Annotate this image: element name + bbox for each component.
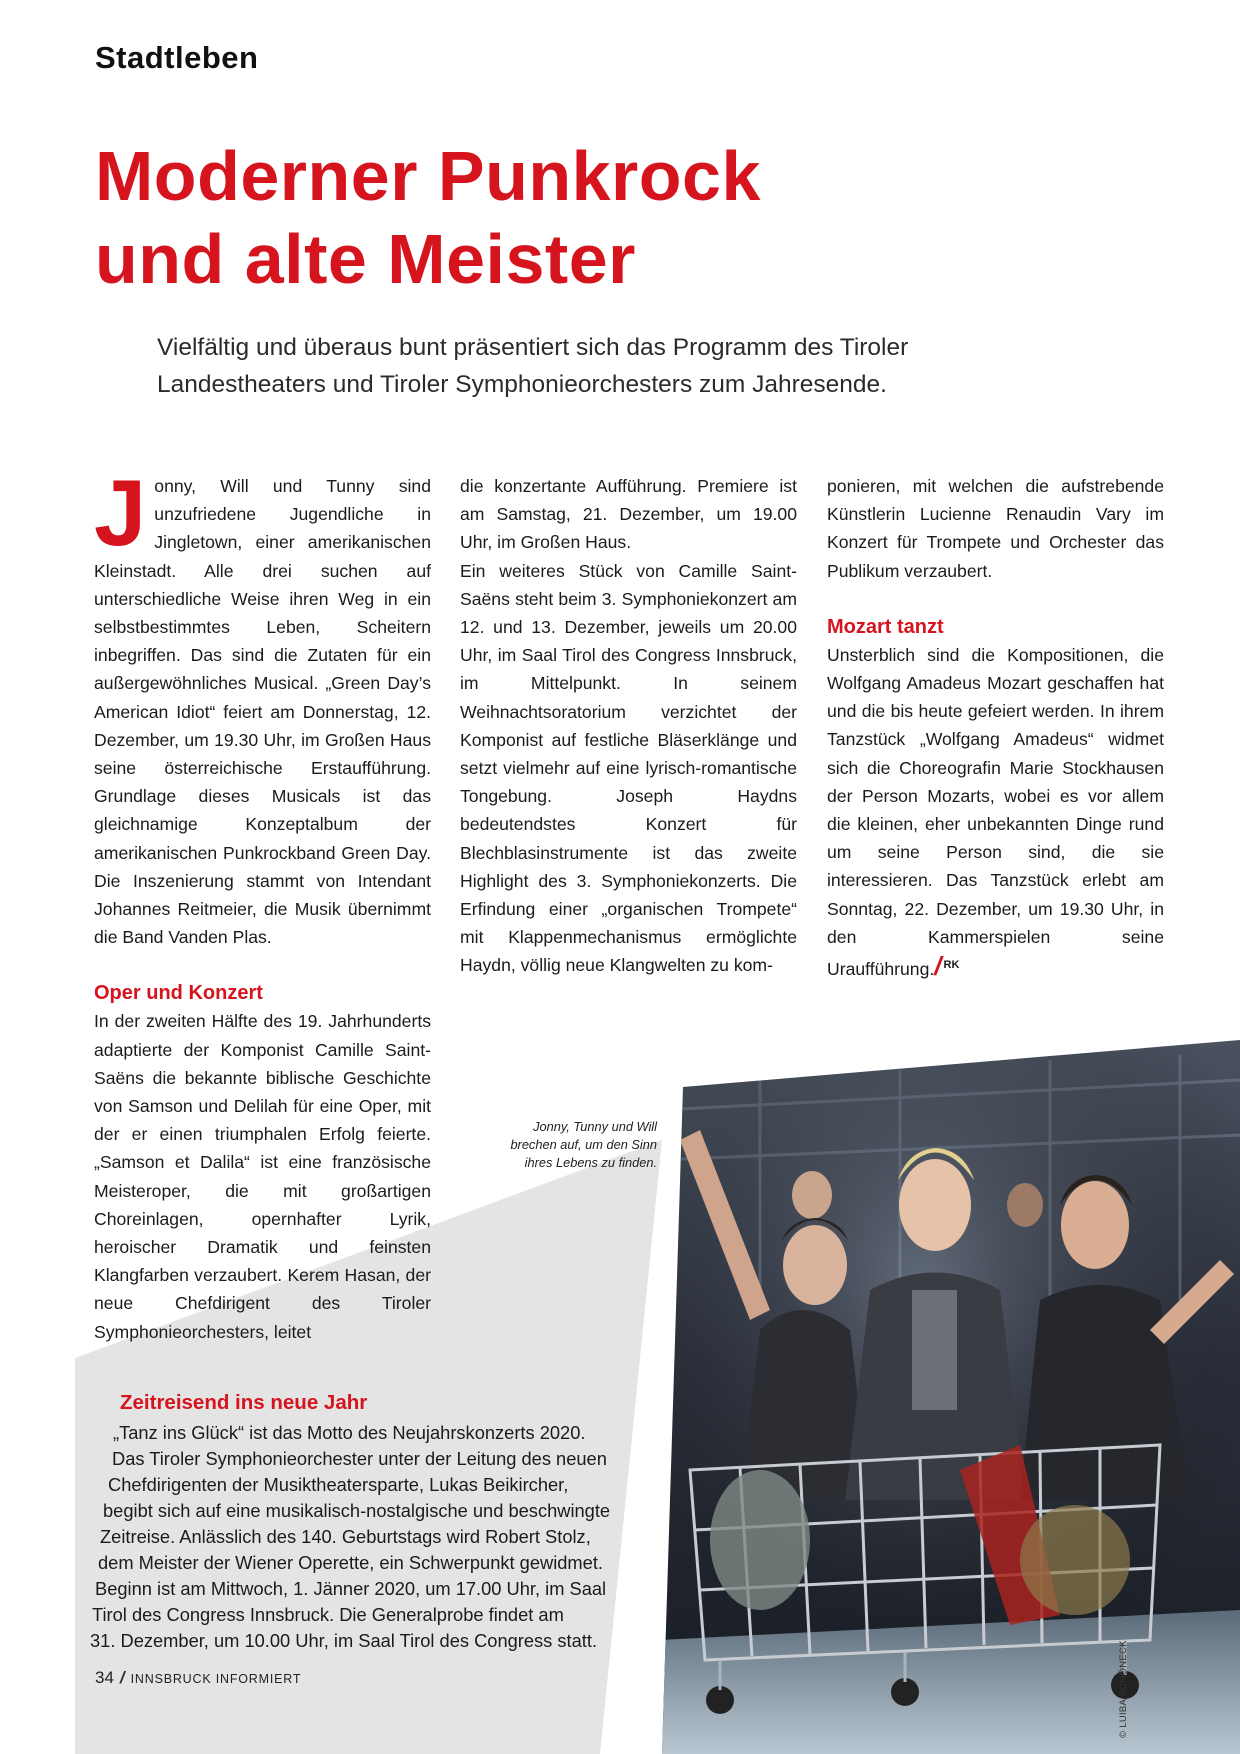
sidebox-line: Tirol des Congress Innsbruck. Die Generalprobe findet am	[92, 1604, 564, 1625]
caption-line: Jonny, Tunny und Will	[533, 1119, 657, 1134]
sidebox-line: Zeitreise. Anlässlich des 140. Geburtstags wird Robert Stolz,	[100, 1526, 591, 1547]
page-footer	[95, 1668, 301, 1688]
section-label: Stadtleben	[95, 40, 259, 75]
intro-paragraph	[94, 460, 431, 951]
symphoniekonzert-paragraph: Ein weiteres Stück von Camille Saint-Saëns steht beim 3. Symphoniekonzert am 12. und 13. Dezember, jeweils um 20.00 Uhr, im Saal Tirol des Congress Innsbruck, im Mittelpunkt. In seinem Weihnachtsoratorium verzichtet der Komponist auf festliche Bläserklänge und setzt vielmehr auf eine lyrisch-romantische Tongebung. Joseph Haydns bedeutendstes Konzert für Blechblasinstrumente ist das zweite Highlight des 3. Symphoniekonzerts. Die Erfindung einer „organischen Trompete“ mit Klappenmechanismus ermöglichte Haydn, völlig neue Klangwelten zu kom-	[460, 560, 797, 976]
sidebox-line: begibt sich auf eine musikalisch-nostalgische und beschwingte	[103, 1500, 611, 1521]
end-mark-icon: /	[934, 950, 942, 981]
premiere-paragraph: die konzertante Aufführung. Premiere ist am Samstag, 21. Dezember, um 19.00 Uhr, im Großen Haus.	[460, 476, 797, 553]
trompete-paragraph: ponieren, mit welchen die aufstrebende Künstlerin Lucienne Renaudin Vary im Konzert für Trompete und Orchester das Publikum verzaubert.	[827, 476, 1164, 581]
headline-line-2: und alte Meister	[95, 219, 636, 298]
lead-paragraph: Vielfältig und überaus bunt präsentiert sich das Programm des Tiroler Landestheaters und Tiroler Symphonieorchesters zum Jahresende.	[157, 334, 909, 398]
article-column-2	[460, 472, 797, 980]
headline-line-1: Moderner Punkrock	[95, 137, 761, 215]
author-signature: RK	[943, 959, 960, 972]
sidebox-title: Zeitreisend ins neue Jahr	[120, 1391, 368, 1414]
article-column-1	[94, 460, 431, 1346]
oper-paragraph: In der zweiten Hälfte des 19. Jahrhunderts adaptierte der Komponist Camille Saint-Saëns die bekannte biblische Geschichte von Samson und Delilah für eine Oper, mit der er einen triumphalen Erfolg feierte. „Samson et Dalila“ ist eine französische Meisteroper, die mit großartigen Choreinlagen, opernhafter Lyrik, heroischer Dramatik und feinsten Klangfarben verzaubert. Kerem Hasan, der neue Chefdirigent des Tiroler Symphonieorchesters, leitet	[94, 1011, 431, 1342]
footer-slash-icon: /	[119, 1668, 125, 1687]
photo-caption	[485, 1118, 657, 1172]
article-column-3	[827, 472, 1164, 983]
page-number: 34	[95, 1668, 114, 1687]
subhead-mozart-tanzt: Mozart tanzt	[827, 615, 944, 638]
sidebox-line: Chefdirigenten der Musiktheatersparte, Lukas Beikircher,	[108, 1474, 569, 1495]
subhead-oper-und-konzert: Oper und Konzert	[94, 982, 263, 1005]
sidebox-line: 31. Dezember, um 10.00 Uhr, im Saal Tirol des Congress statt.	[90, 1630, 598, 1651]
sidebox-line: Das Tiroler Symphonieorchester unter der Leitung des neuen	[112, 1448, 607, 1469]
mozart-paragraph	[827, 641, 1164, 983]
magazine-name: INNSBRUCK INFORMIERT	[130, 1672, 302, 1686]
caption-line: ihres Lebens zu finden.	[524, 1155, 657, 1170]
drop-cap: J	[94, 460, 147, 565]
intro-text: onny, Will und Tunny sind unzufriedene Jugendliche in Jingletown, einer amerikanischen Kleinstadt. Alle drei suchen auf unterschiedliche Weise ihren Weg in ein selbstbestimmtes Leben, Scheitern inbegriffen. Das sind die Zutaten für ein außergewöhnliches Musical. „Green Day’s American Idiot“ feiert am Donnerstag, 12. Dezember, um 19.30 Uhr, im Großen Haus seine österreichische Erstaufführung. Grundlage dieses Musicals ist das gleichnamige Konzeptalbum der amerikanischen Punkrockband Green Day. Die Inszenierung stammt von Intendant Johannes Reitmeier, die Musik übernimmt die Band Vanden Plas.	[94, 476, 431, 948]
caption-line: brechen auf, um den Sinn	[510, 1137, 657, 1152]
mozart-text: Unsterblich sind die Kompositionen, die Wolfgang Amadeus Mozart geschaffen hat und die bis heute gefeiert werden. In ihrem Tanzstück „Wolfgang Amadeus“ widmet sich die Choreografin Marie Stockhausen der Person Mozarts, wobei es vor allem die kleinen, eher unbekannten Dinge rund um seine Person sind, die sie interessieren. Das Tanzstück erlebt am Sonntag, 22. Dezember, um 19.30 Uhr, in den Kammerspielen seine Uraufführung.	[827, 644, 1164, 979]
sidebox-line: Beginn ist am Mittwoch, 1. Jänner 2020, um 17.00 Uhr, im Saal	[95, 1578, 607, 1599]
sidebox-line: dem Meister der Wiener Operette, ein Schwerpunkt gewidmet.	[98, 1552, 603, 1573]
photo-credit: © LUIBA SCHÖNECK	[1118, 1640, 1129, 1738]
sidebox-line: „Tanz ins Glück“ ist das Motto des Neujahrskonzerts 2020.	[113, 1422, 586, 1443]
